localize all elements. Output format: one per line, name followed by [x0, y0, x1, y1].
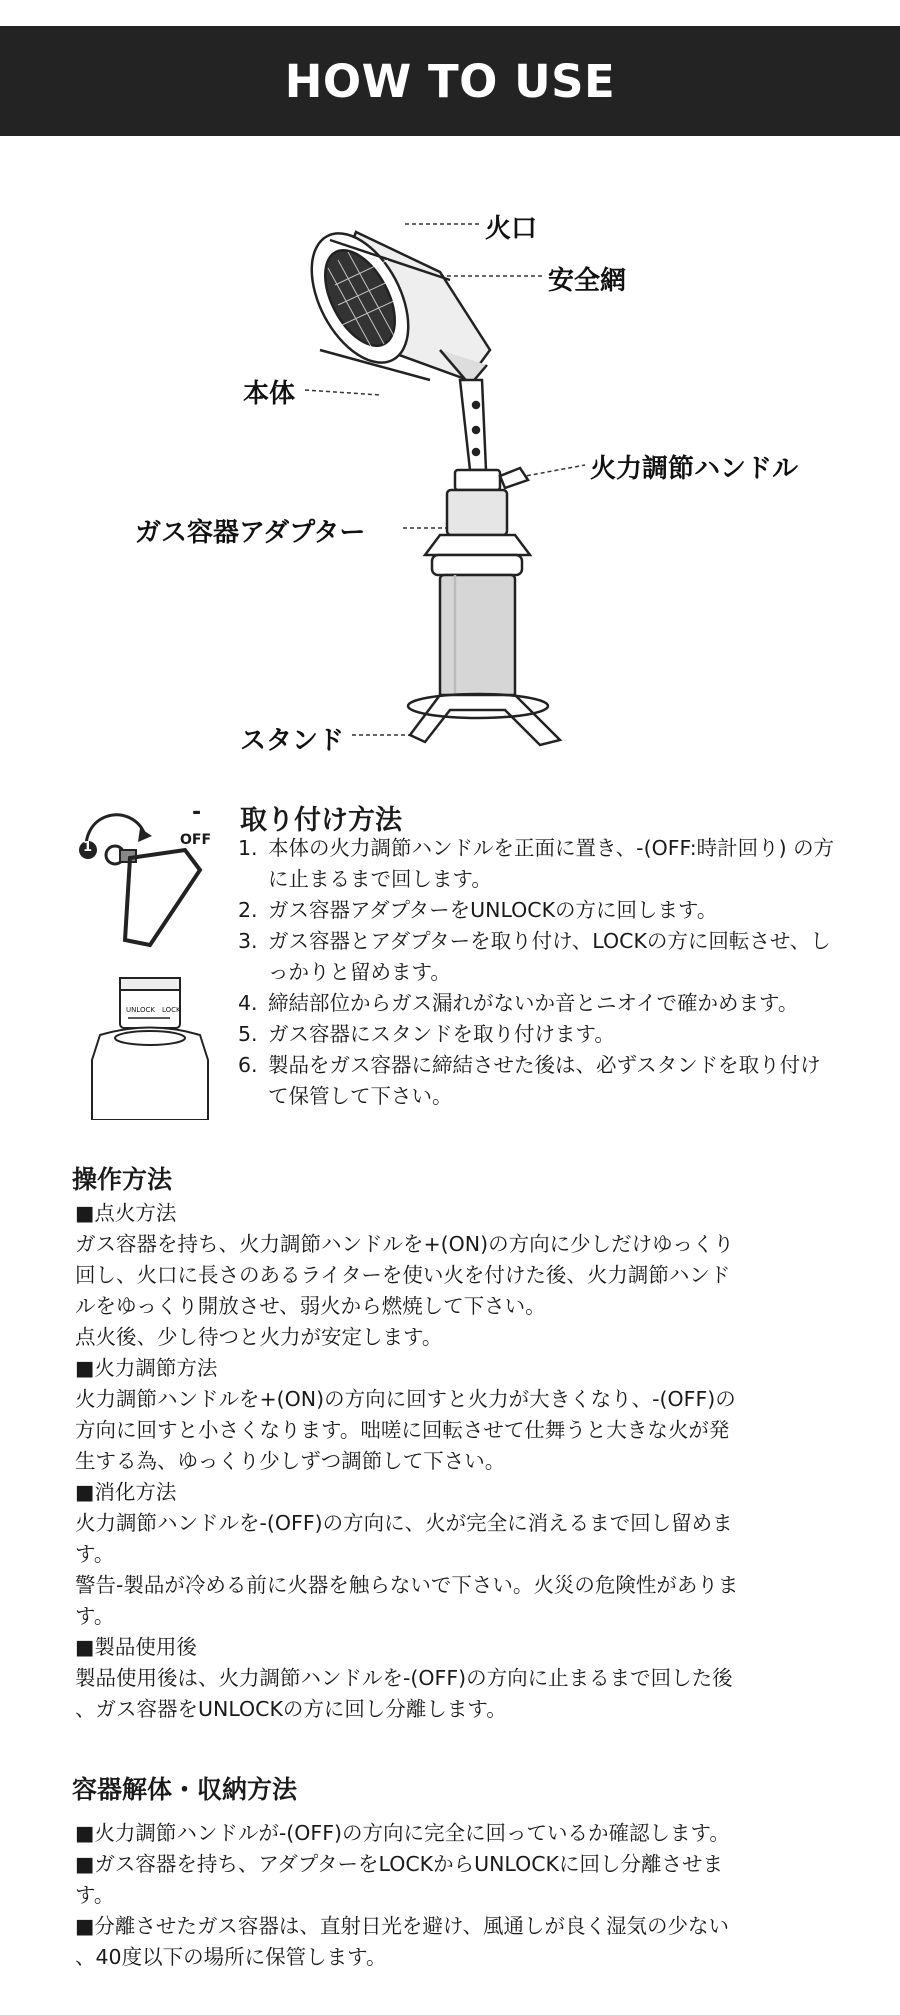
warning-line: す。 — [75, 1604, 115, 1628]
paragraph-line: す。 — [75, 1883, 115, 1907]
label-safety-net: 安全網 — [548, 266, 627, 296]
paragraph-line: 点火後、少し待つと火力が安定します。 — [75, 1325, 443, 1349]
subheading: ■消化方法 — [75, 1480, 177, 1504]
paragraph-line: 回し、火口に長さのあるライターを使い火を付けた後、火力調節ハンド — [75, 1263, 731, 1287]
product-diagram — [0, 180, 900, 780]
subheading: ■製品使用後 — [75, 1635, 197, 1659]
minus-sign: - — [192, 800, 202, 825]
storage-body — [75, 1818, 825, 1973]
list-item: 5. ガス容器にスタンドを取り付けます。 — [238, 1022, 615, 1046]
label-adapter: ガス容器アダプター — [135, 518, 366, 548]
paragraph-line: ガス容器を持ち、火力調節ハンドルを+(ON)の方向に少しだけゆっくり — [75, 1232, 734, 1256]
list-item: 2. ガス容器アダプターをUNLOCKの方に回します。 — [238, 898, 718, 922]
paragraph-line: 製品使用後は、火力調節ハンドルを-(OFF)の方向に止まるまで回した後 — [75, 1666, 733, 1690]
subheading: ■火力調節方法 — [75, 1356, 218, 1380]
warning-line: 警告-製品が冷める前に火器を触らないで下さい。火災の危険性がありま — [75, 1573, 739, 1597]
valve-rotation-icon — [70, 800, 230, 1120]
storage-title: 容器解体・収納方法 — [72, 1775, 298, 1804]
paragraph-line: 、ガス容器をUNLOCKの方に回し分離します。 — [75, 1697, 507, 1721]
paragraph-line: 方向に回すと小さくなります。咄嗟に回転させて仕舞うと大きな火が発 — [75, 1418, 730, 1442]
list-item: 4. 締結部位からガス漏れがないか音とニオイで確かめます。 — [238, 991, 799, 1015]
list-item: 1. 本体の火力調節ハンドルを正面に置き、-(OFF:時計回り) の方に止まるまで回します。 — [238, 836, 835, 891]
operation-body — [75, 1198, 825, 1725]
page-title: HOW TO USE — [284, 54, 616, 108]
list-item: 6. 製品をガス容器に締結させた後は、必ずスタンドを取り付けて保管して下さい。 — [238, 1053, 821, 1108]
paragraph-line: 火力調節ハンドルを-(OFF)の方向に、火が完全に消えるまで回し留めま — [75, 1511, 733, 1535]
paragraph-line: ルをゆっくり開放させ、弱火から燃焼して下さい。 — [75, 1294, 546, 1318]
installation-icons — [70, 800, 230, 1120]
label-stand: スタンド — [240, 726, 345, 756]
paragraph-line: ■分離させたガス容器は、直射日光を避け、風通しが良く湿気の少ない — [75, 1914, 730, 1938]
label-burner: 火口 — [485, 214, 538, 244]
step-one-number: 1 — [83, 840, 93, 855]
paragraph-line: 、40度以下の場所に保管します。 — [75, 1945, 387, 1969]
lock-label: LOCK — [162, 1006, 181, 1014]
installation-title: 取り付け方法 — [240, 805, 402, 836]
label-body: 本体 — [243, 379, 296, 409]
list-item: 3. ガス容器とアダプターを取り付け、LOCKの方に回転させ、しっかりと留めます。 — [238, 929, 831, 984]
paragraph-line: す。 — [75, 1542, 115, 1566]
page-header — [0, 26, 900, 136]
subheading: ■点火方法 — [75, 1201, 177, 1225]
unlock-label: UNLOCK — [126, 1006, 155, 1014]
operation-title: 操作方法 — [72, 1165, 173, 1194]
paragraph-line: ■火力調節ハンドルが-(OFF)の方向に完全に回っているか確認します。 — [75, 1821, 730, 1845]
paragraph-line: 火力調節ハンドルを+(ON)の方向に回すと火力が大きくなり、-(OFF)の — [75, 1387, 736, 1411]
paragraph-line: 生する為、ゆっくり少しずつ調節して下さい。 — [75, 1449, 506, 1473]
paragraph-line: ■ガス容器を持ち、アダプターをLOCKからUNLOCKに回し分離させま — [75, 1852, 724, 1876]
installation-steps — [238, 833, 838, 1112]
label-valve-handle: 火力調節ハンドル — [590, 454, 799, 484]
off-label: OFF — [180, 832, 212, 848]
